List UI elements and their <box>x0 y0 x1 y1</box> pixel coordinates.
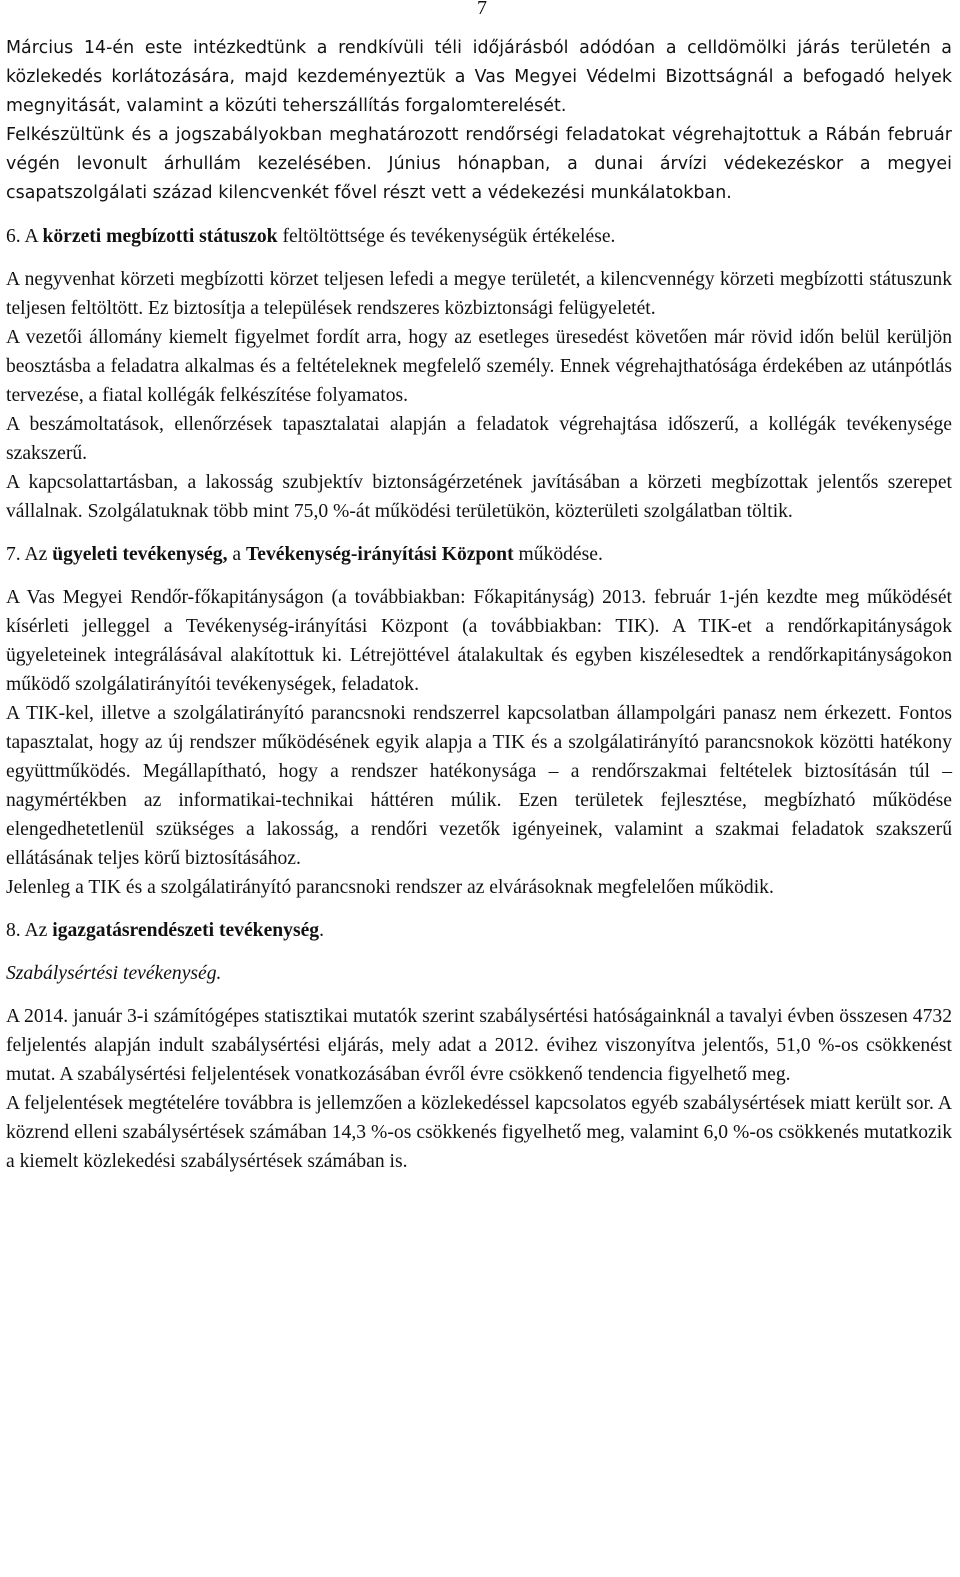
section-6-title-rest: feltöltöttsége és tevékenységük értékelése. <box>277 226 616 247</box>
section-7-heading <box>6 540 952 569</box>
section-7-paragraph: A Vas Megyei Rendőr-főkapitányságon (a továbbiakban: Főkapitányság) 2013. február 1-jén kezdte meg működését kísérleti jelleggel a Tevékenység-irányítási Központ (a továbbiakban: TIK). A TIK-et a rendőrkapitányságok ügyeleteinek integrálásával alakítottuk ki. Létrejöttével átalakultak és egyben kiszélesedtek a rendőrkapitányságokon működő szolgálatirányítói tevékenységek, feladatok. <box>6 587 952 695</box>
section-7-number: 7. Az <box>6 544 53 565</box>
section-7-paragraph: A TIK-kel, illetve a szolgálatirányító parancsnoki rendszerrel kapcsolatban állampolgári panasz nem érkezett. Fontos tapasztalat, hogy az új rendszer működésének egyik alapja a TIK és a szolgálatirányító parancsnokok közötti hatékony együttműködés. Megállapítható, hogy a rendszer hatékonysága – a rendőrszakmai feltételek biztosításán túl – nagymértékben az informatikai-technikai háttéren múlik. Ezen területek fejlesztése, megbízható működése elengedhetetlenül szükséges a lakosság, a rendőri vezetők igényeinek, valamint a szakmai feladatok szakszerű ellátásának teljes körű biztosításához. <box>6 703 952 869</box>
section-8-heading <box>6 916 952 945</box>
section-8-subheading: Szabálysértési tevékenység. <box>6 963 222 984</box>
section-6-number: 6. A <box>6 226 43 247</box>
section-8-paragraph: A 2014. január 3-i számítógépes statisztikai mutatók szerint szabálysértési hatóságainknál a tavalyi évben összesen 4732 feljelentés alapján indult szabálysértési eljárás, mely adat a 2012. évihez viszonyítva jelentős, 51,0 %-os csökkenést mutat. A szabálysértési feljelentések vonatkozásában évről évre csökkenő tendencia figyelhető meg. <box>6 1006 952 1085</box>
section-6-paragraph: A kapcsolattartásban, a lakosság szubjektív biztonságérzetének javításában a körzeti megbízottak jelentős szerepet vállalnak. Szolgálatuknak több mint 75,0 %-át működési területükön, közterületi szolgálatban töltik. <box>6 472 952 522</box>
section-6-bold-title: körzeti megbízotti státuszok <box>42 226 278 247</box>
section-7-bold-title-2: Tevékenység-irányítási Központ <box>245 544 514 565</box>
section-8-title-rest: . <box>319 920 324 941</box>
section-6-heading <box>6 222 952 251</box>
page-number: 7 <box>477 0 487 19</box>
document-body <box>6 34 952 1176</box>
section-8-paragraph: A feljelentések megtételére továbbra is jellemzően a közlekedéssel kapcsolatos egyéb szabálysértések miatt került sor. A közrend elleni szabálysértések számában 14,3 %-os csökkenés figyelhető meg, valamint 6,0 %-os csökkenés mutatkozik a kiemelt közlekedési szabálysértések számában is. <box>6 1093 952 1172</box>
section-8-number: 8. Az <box>6 920 53 941</box>
section-6-paragraph: A vezetői állomány kiemelt figyelmet fordít arra, hogy az esetleges üresedést követően már rövid időn belül kerüljön beosztásba a feladatra alkalmas és a feltételeknek megfelelő személy. Ennek végrehajthatósága érdekében az utánpótlás tervezése, a fiatal kollégák felkészítése folyamatos. <box>6 327 952 406</box>
section-7-title-mid: a <box>227 544 246 565</box>
section-7-title-rest: működése. <box>513 544 603 565</box>
section-8-bold-title: igazgatásrendészeti tevékenység <box>52 920 320 941</box>
section-7-paragraph: Jelenleg a TIK és a szolgálatirányító parancsnoki rendszer az elvárásoknak megfelelően működik. <box>6 877 774 898</box>
section-6-paragraph: A beszámoltatások, ellenőrzések tapasztalatai alapján a feladatok végrehajtása időszerű, a kollégák tevékenysége szakszerű. <box>6 414 952 464</box>
section-6-paragraph: A negyvenhat körzeti megbízotti körzet teljesen lefedi a megye területét, a kilencvennégy körzeti megbízotti státuszunk teljesen feltöltött. Ez biztosítja a települések rendszeres közbiztonsági felügyeletét. <box>6 269 952 319</box>
intro-paragraph-2: Felkészültünk és a jogszabályokban meghatározott rendőrségi feladatokat végrehajtottuk a Rábán február végén levonult árhullám kezelésében. Június hónapban, a dunai árvízi védekezéskor a megyei csapatszolgálati század kilencvenkét fővel részt vett a védekezési munkálatokban. <box>6 125 952 203</box>
section-7-bold-title-1: ügyeleti tevékenység, <box>52 544 228 565</box>
intro-paragraph-1: Március 14-én este intézkedtünk a rendkívüli téli időjárásból adódóan a celldömölki járás területén a közlekedés korlátozására, majd kezdeményeztük a Vas Megyei Védelmi Bizottságnál a befogadó helyek megnyitását, valamint a közúti teherszállítás forgalomterelését. <box>6 38 952 116</box>
